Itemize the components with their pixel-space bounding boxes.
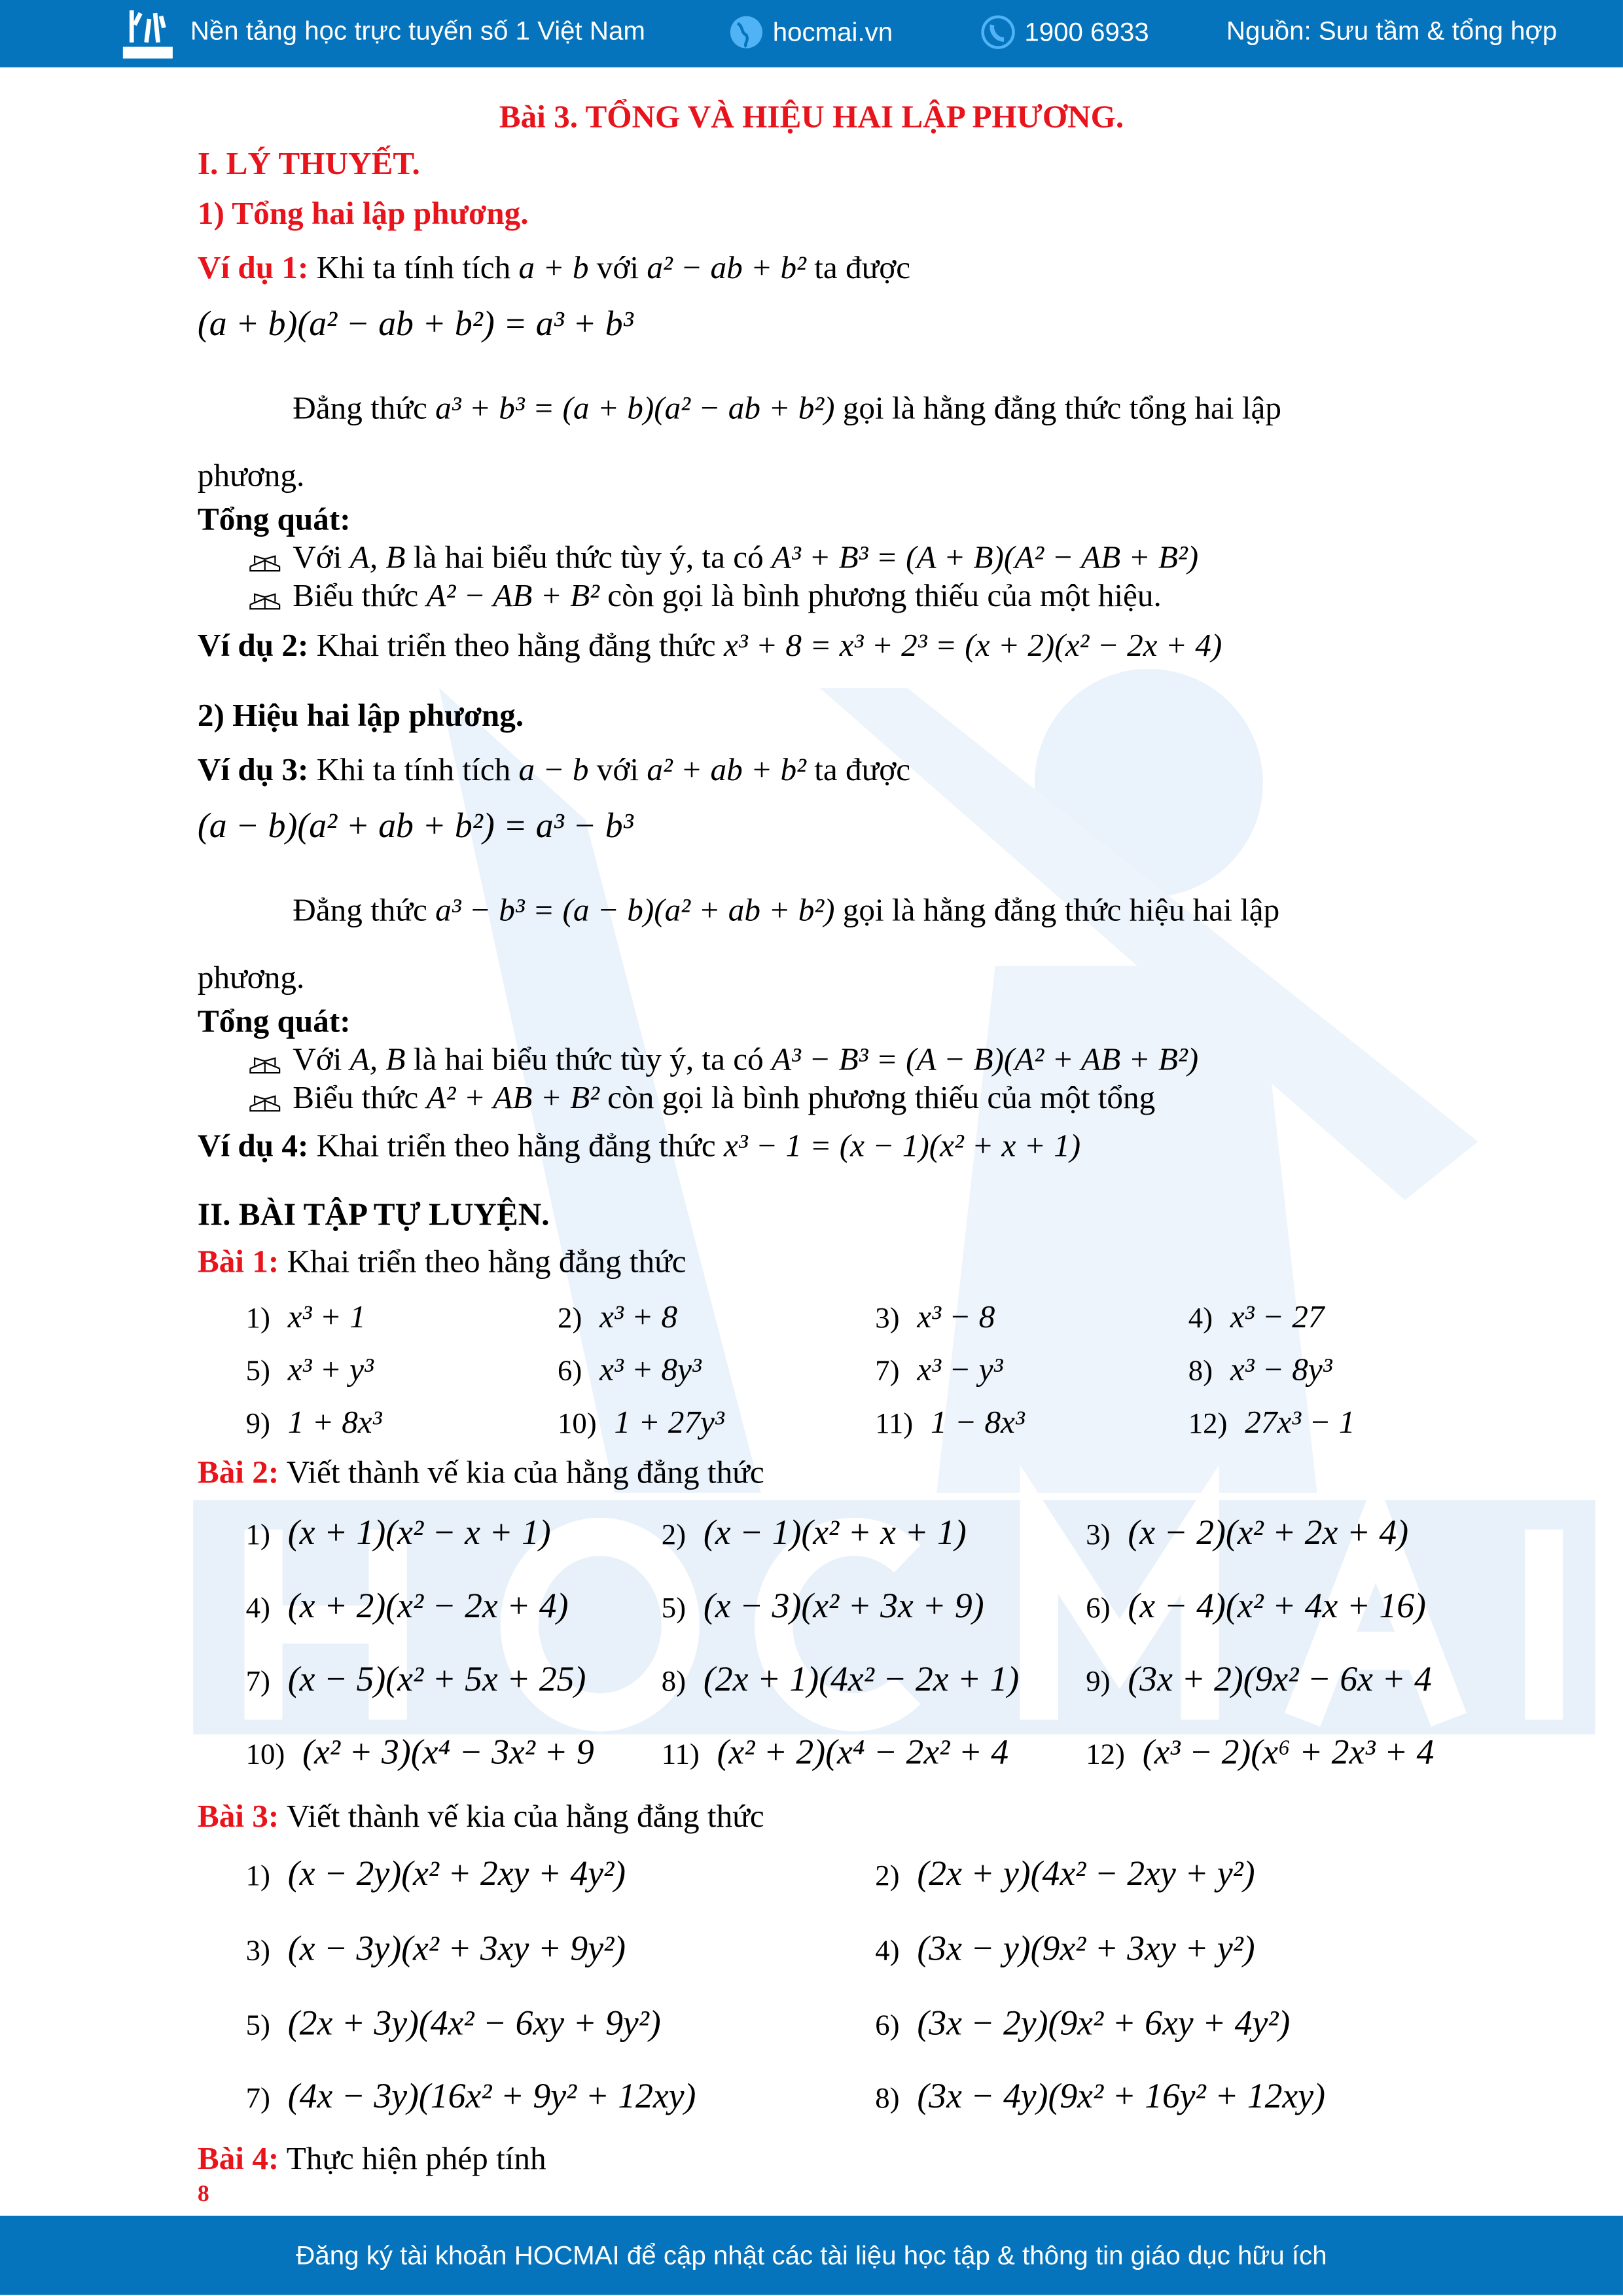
- item-number: 10): [557, 1408, 597, 1441]
- item-number: 7): [245, 1665, 270, 1698]
- item-expression: 27x³ − 1: [1245, 1403, 1355, 1441]
- item-expression: 1 + 27y³: [614, 1403, 724, 1441]
- exercise-item: [662, 1590, 984, 1626]
- item-number: 11): [661, 1738, 700, 1771]
- item-expression: (x² + 3)(x⁴ − 3x² + 9: [302, 1734, 594, 1773]
- item-number: 1): [245, 1860, 270, 1893]
- header-bar: [0, 0, 1623, 67]
- footer-text[interactable]: Đăng ký tài khoản HOCMAI để cập nhật các tài liệu học tập & thông tin giáo dục hữu ích: [296, 2240, 1327, 2270]
- item-expression: (x − 5)(x² + 5x + 25): [287, 1661, 586, 1700]
- globe-icon: [729, 14, 764, 50]
- item-expression: x³ + y³: [287, 1351, 374, 1388]
- section-exercises-heading: II. BÀI TẬP TỰ LUYỆN.: [197, 1195, 550, 1232]
- exercise-item: [558, 1352, 702, 1389]
- item-expression: (x − 1)(x² + x + 1): [703, 1515, 967, 1553]
- example-4: Ví dụ 4: Khai triển theo hằng đẳng thức x³ − 1 = (x − 1)(x² + x + 1): [197, 1126, 1081, 1164]
- exercise-item: [1188, 1352, 1332, 1389]
- item-expression: x³ − 27: [1230, 1298, 1325, 1335]
- item-expression: (3x − 4y)(9x² + 16y² + 12xy): [917, 2078, 1325, 2117]
- item-number: 2): [557, 1302, 582, 1335]
- item-number: 7): [875, 1355, 900, 1388]
- diff-general-bullet-2: Biểu thức A² + AB + B² còn gọi là bình phương thiếu của một tổng: [293, 1079, 1156, 1115]
- example-1: Ví dụ 1: Khi ta tính tích a + b với a² − ab + b² ta được: [197, 249, 911, 286]
- section-theory-heading: I. LÝ THUYẾT.: [197, 145, 420, 182]
- page-title: Bài 3. TỔNG VÀ HIỆU HAI LẬP PHƯƠNG.: [499, 98, 1124, 135]
- exercise-item: [875, 2007, 1290, 2043]
- diff-identity: Đẳng thức a³ − b³ = (a − b)(a² + ab + b²) gọi là hằng đẳng thức hiệu hai lập: [293, 891, 1280, 928]
- sum-general-bullet-1: Với A, B là hai biểu thức tùy ý, ta có A³ + B³ = (A + B)(A² − AB + B²): [293, 538, 1199, 575]
- phone-icon: [980, 14, 1016, 50]
- item-number: 12): [1188, 1408, 1228, 1441]
- exercise-item: [662, 1662, 1020, 1699]
- exercise-item: [1086, 1662, 1432, 1699]
- item-number: 1): [245, 1519, 270, 1552]
- exercise-item: [246, 1405, 382, 1442]
- item-expression: x³ − 8: [917, 1298, 995, 1335]
- example-3-result: (a − b)(a² + ab + b²) = a³ − b³: [197, 808, 633, 846]
- book-bullet-icon: [249, 590, 281, 610]
- item-expression: (x − 2y)(x² + 2xy + 4y²): [287, 1856, 626, 1894]
- exercise-item: [662, 1736, 1008, 1772]
- exercise-item: [1086, 1736, 1434, 1772]
- footer-bar[interactable]: [0, 2216, 1623, 2295]
- bai1-heading: Bài 1: Khai triển theo hằng đẳng thức: [197, 1242, 687, 1280]
- item-number: 9): [245, 1408, 270, 1441]
- book-bullet-icon: [249, 552, 281, 572]
- item-expression: (x − 2)(x² + 2x + 4): [1128, 1515, 1409, 1553]
- exercise-item: [662, 1516, 967, 1553]
- sum-general-bullet-2: Biểu thức A² − AB + B² còn gọi là bình phương thiếu của một hiệu.: [293, 577, 1162, 613]
- header-slogan: Nền tảng học trực tuyến số 1 Việt Nam: [190, 16, 645, 46]
- exercise-item: [246, 1857, 626, 1894]
- exercise-item: [1086, 1590, 1426, 1626]
- item-expression: x³ − y³: [917, 1351, 1003, 1388]
- item-expression: (3x − 2y)(9x² + 6xy + 4y²): [917, 2005, 1291, 2043]
- item-expression: (x + 2)(x² − 2x + 4): [287, 1588, 569, 1626]
- exercise-item: [1188, 1405, 1355, 1442]
- page-number: 8: [197, 2182, 209, 2208]
- item-number: 3): [245, 1935, 270, 1967]
- item-expression: 1 − 8x³: [931, 1403, 1025, 1441]
- exercise-item: [246, 1300, 366, 1336]
- item-number: 4): [245, 1592, 270, 1625]
- item-number: 6): [1086, 1592, 1111, 1625]
- item-number: 3): [1086, 1519, 1111, 1552]
- item-number: 8): [1188, 1355, 1213, 1388]
- bai3-heading: Bài 3: Viết thành vế kia của hằng đẳng thức: [197, 1797, 764, 1834]
- exercise-item: [875, 1352, 1003, 1389]
- item-number: 6): [875, 2009, 900, 2042]
- item-expression: (x³ − 2)(x⁶ + 2x³ + 4: [1142, 1734, 1435, 1773]
- header-phone[interactable]: [980, 14, 1149, 50]
- example-3: Ví dụ 3: Khi ta tính tích a − b với a² + ab + b² ta được: [197, 751, 911, 788]
- exercise-item: [246, 1736, 594, 1772]
- diff-cubes-heading: 2) Hiệu hai lập phương.: [197, 696, 524, 734]
- item-expression: 1 + 8x³: [287, 1403, 382, 1441]
- exercise-item: [246, 1516, 551, 1553]
- item-number: 3): [875, 1302, 900, 1335]
- item-expression: (x + 1)(x² − x + 1): [287, 1515, 551, 1553]
- item-expression: (x − 3y)(x² + 3xy + 9y²): [287, 1930, 626, 1969]
- bai4-heading: Bài 4: Thực hiện phép tính: [197, 2140, 546, 2177]
- book-bullet-icon: [249, 1092, 281, 1112]
- item-expression: (x − 3)(x² + 3x + 9): [703, 1588, 984, 1626]
- phone-number[interactable]: 1900 6933: [1024, 17, 1149, 47]
- item-number: 12): [1086, 1738, 1125, 1771]
- item-number: 11): [875, 1408, 914, 1441]
- item-number: 2): [661, 1519, 687, 1552]
- exercise-item: [246, 1590, 569, 1626]
- exercise-item: [875, 1857, 1255, 1894]
- item-number: 6): [557, 1355, 582, 1388]
- exercise-item: [246, 1662, 586, 1699]
- exercise-item: [875, 2080, 1325, 2117]
- item-expression: (2x + y)(4x² − 2xy + y²): [917, 1856, 1255, 1894]
- item-expression: x³ + 8: [599, 1298, 678, 1335]
- website-link[interactable]: hocmai.vn: [772, 17, 893, 47]
- exercise-item: [558, 1300, 677, 1336]
- item-number: 1): [245, 1302, 270, 1335]
- item-number: 4): [875, 1935, 900, 1967]
- exercise-item: [875, 1932, 1255, 1969]
- item-number: 5): [245, 1355, 270, 1388]
- item-expression: x³ − 8y³: [1230, 1351, 1332, 1388]
- exercise-item: [1188, 1300, 1325, 1336]
- sum-identity: Đẳng thức a³ + b³ = (a + b)(a² − ab + b²) gọi là hằng đẳng thức tổng hai lập: [293, 389, 1281, 426]
- general-label: Tổng quát:: [197, 1002, 351, 1039]
- exercise-item: [875, 1300, 995, 1336]
- example-2: Ví dụ 2: Khai triển theo hằng đẳng thức x³ + 8 = x³ + 2³ = (x + 2)(x² − 2x + 4): [197, 626, 1222, 663]
- exercise-item: [246, 2080, 696, 2117]
- item-number: 2): [875, 1860, 900, 1893]
- item-expression: (x − 4)(x² + 4x + 16): [1128, 1588, 1426, 1626]
- item-number: 4): [1188, 1302, 1213, 1335]
- item-expression: (2x + 3y)(4x² − 6xy + 9y²): [287, 2005, 661, 2043]
- book-bullet-icon: [249, 1054, 281, 1074]
- logo-icon: [120, 5, 175, 60]
- general-label: Tổng quát:: [197, 500, 351, 537]
- bai2-heading: Bài 2: Viết thành vế kia của hằng đẳng thức: [197, 1453, 764, 1490]
- item-expression: x³ + 8y³: [599, 1351, 702, 1388]
- header-website[interactable]: [729, 14, 893, 50]
- item-number: 7): [245, 2083, 270, 2115]
- item-number: 5): [245, 2009, 270, 2042]
- item-expression: (4x − 3y)(16x² + 9y² + 12xy): [287, 2078, 696, 2117]
- exercise-item: [246, 2007, 661, 2043]
- item-expression: (x² + 2)(x⁴ − 2x² + 4: [717, 1734, 1009, 1773]
- diff-identity-cont: phương.: [197, 958, 305, 996]
- item-expression: (2x + 1)(4x² − 2x + 1): [703, 1661, 1020, 1700]
- item-number: 10): [245, 1738, 285, 1771]
- exercise-item: [875, 1405, 1024, 1442]
- item-expression: x³ + 1: [287, 1298, 366, 1335]
- sum-identity-cont: phương.: [197, 456, 305, 493]
- header-source: Nguồn: Sưu tầm & tổng hợp: [1226, 16, 1558, 46]
- item-expression: (3x − y)(9x² + 3xy + y²): [917, 1930, 1255, 1969]
- exercise-item: [246, 1352, 374, 1389]
- exercise-item: [246, 1932, 626, 1969]
- exercise-item: [558, 1405, 724, 1442]
- diff-general-bullet-1: Với A, B là hai biểu thức tùy ý, ta có A³ − B³ = (A − B)(A² + AB + B²): [293, 1040, 1199, 1077]
- sum-cubes-heading: 1) Tổng hai lập phương.: [197, 194, 529, 232]
- hocmai-logo: [120, 5, 175, 60]
- item-number: 9): [1086, 1665, 1111, 1698]
- item-number: 5): [661, 1592, 687, 1625]
- item-expression: (3x + 2)(9x² − 6x + 4: [1128, 1661, 1432, 1700]
- item-number: 8): [661, 1665, 687, 1698]
- exercise-item: [1086, 1516, 1408, 1553]
- example-1-result: (a + b)(a² − ab + b²) = a³ + b³: [197, 306, 633, 344]
- item-number: 8): [875, 2083, 900, 2115]
